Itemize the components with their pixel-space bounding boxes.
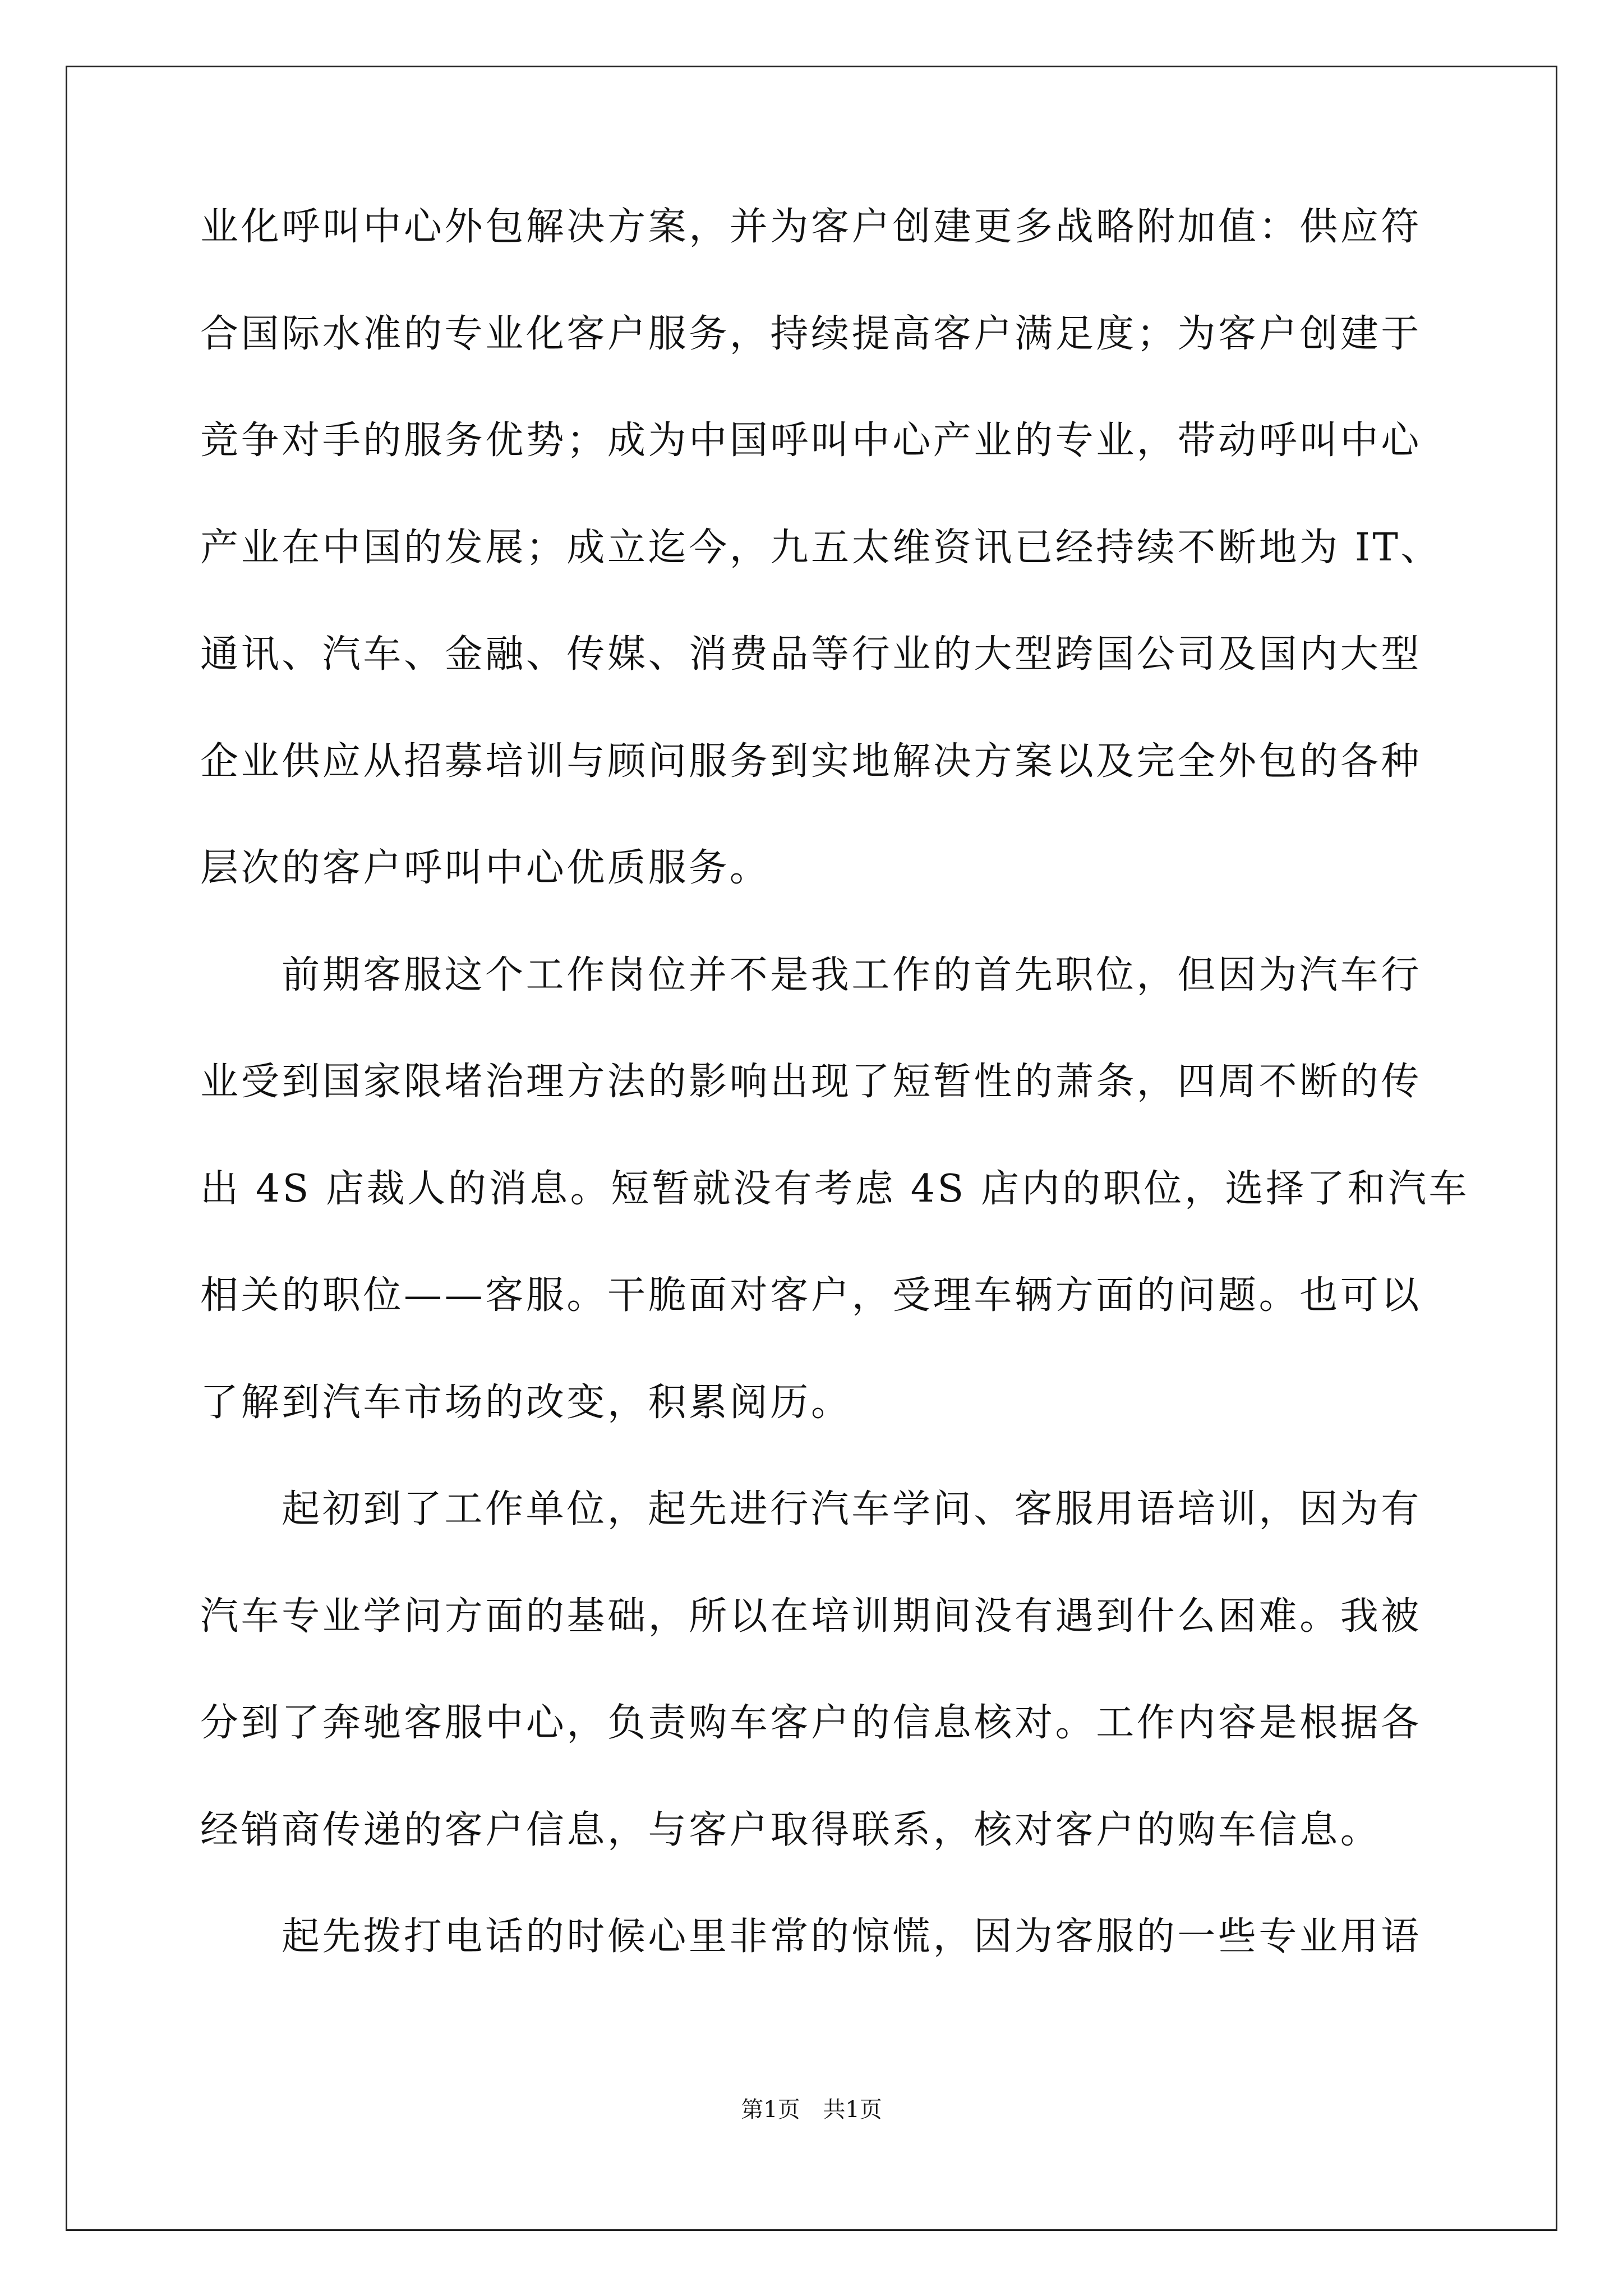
document-body [200,202,1470,2019]
page-number: 第1页 [741,2097,800,2123]
page-total: 共1页 [823,2097,882,2123]
text-line: 业化呼叫中心外包解决方案，并为客户创建更多战略附加值：供应符 [200,205,1422,249]
text-line: 层次的客户呼叫中心优质服务。 [200,846,771,890]
page-footer [0,2096,1623,2124]
text-line: 出 4S 店裁人的消息。短暂就没有考虑 4S 店内的职位，选择了和汽车 [200,1166,1470,1211]
text-line: 分到了奔驰客服中心，负责购车客户的信息核对。工作内容是根据各 [200,1701,1422,1745]
text-line: 合国际水准的专业化客户服务，持续提高客户满足度；为客户创建于 [200,311,1422,356]
text-line: 产业在中国的发展；成立迄今，九五太维资讯已经持续不断地为 IT、 [200,525,1442,570]
text-line: 了解到汽车市场的改变，积累阅历。 [200,1380,852,1425]
text-line: 业受到国家限堵治理方法的影响出现了短暂性的萧条，四周不断的传 [200,1060,1422,1104]
text-line: 竞争对手的服务优势；成为中国呼叫中心产业的专业，带动呼叫中心 [200,418,1422,463]
text-line: 前期客服这个工作岗位并不是我工作的首先职位，但因为汽车行 [282,953,1422,997]
text-line: 相关的职位——客服。干脆面对客户，受理车辆方面的问题。也可以 [200,1273,1422,1318]
text-line: 起初到了工作单位，起先进行汽车学问、客服用语培训，因为有 [282,1487,1422,1531]
text-line: 企业供应从招募培训与顾问服务到实地解决方案以及完全外包的各种 [200,739,1422,784]
text-line: 起先拨打电话的时候心里非常的惊慌，因为客服的一些专业用语 [282,1915,1422,1959]
text-line: 汽车专业学问方面的基础，所以在培训期间没有遇到什么困难。我被 [200,1594,1422,1639]
text-line: 通讯、汽车、金融、传媒、消费品等行业的大型跨国公司及国内大型 [200,632,1422,677]
text-line: 经销商传递的客户信息，与客户取得联系，核对客户的购车信息。 [200,1807,1381,1852]
